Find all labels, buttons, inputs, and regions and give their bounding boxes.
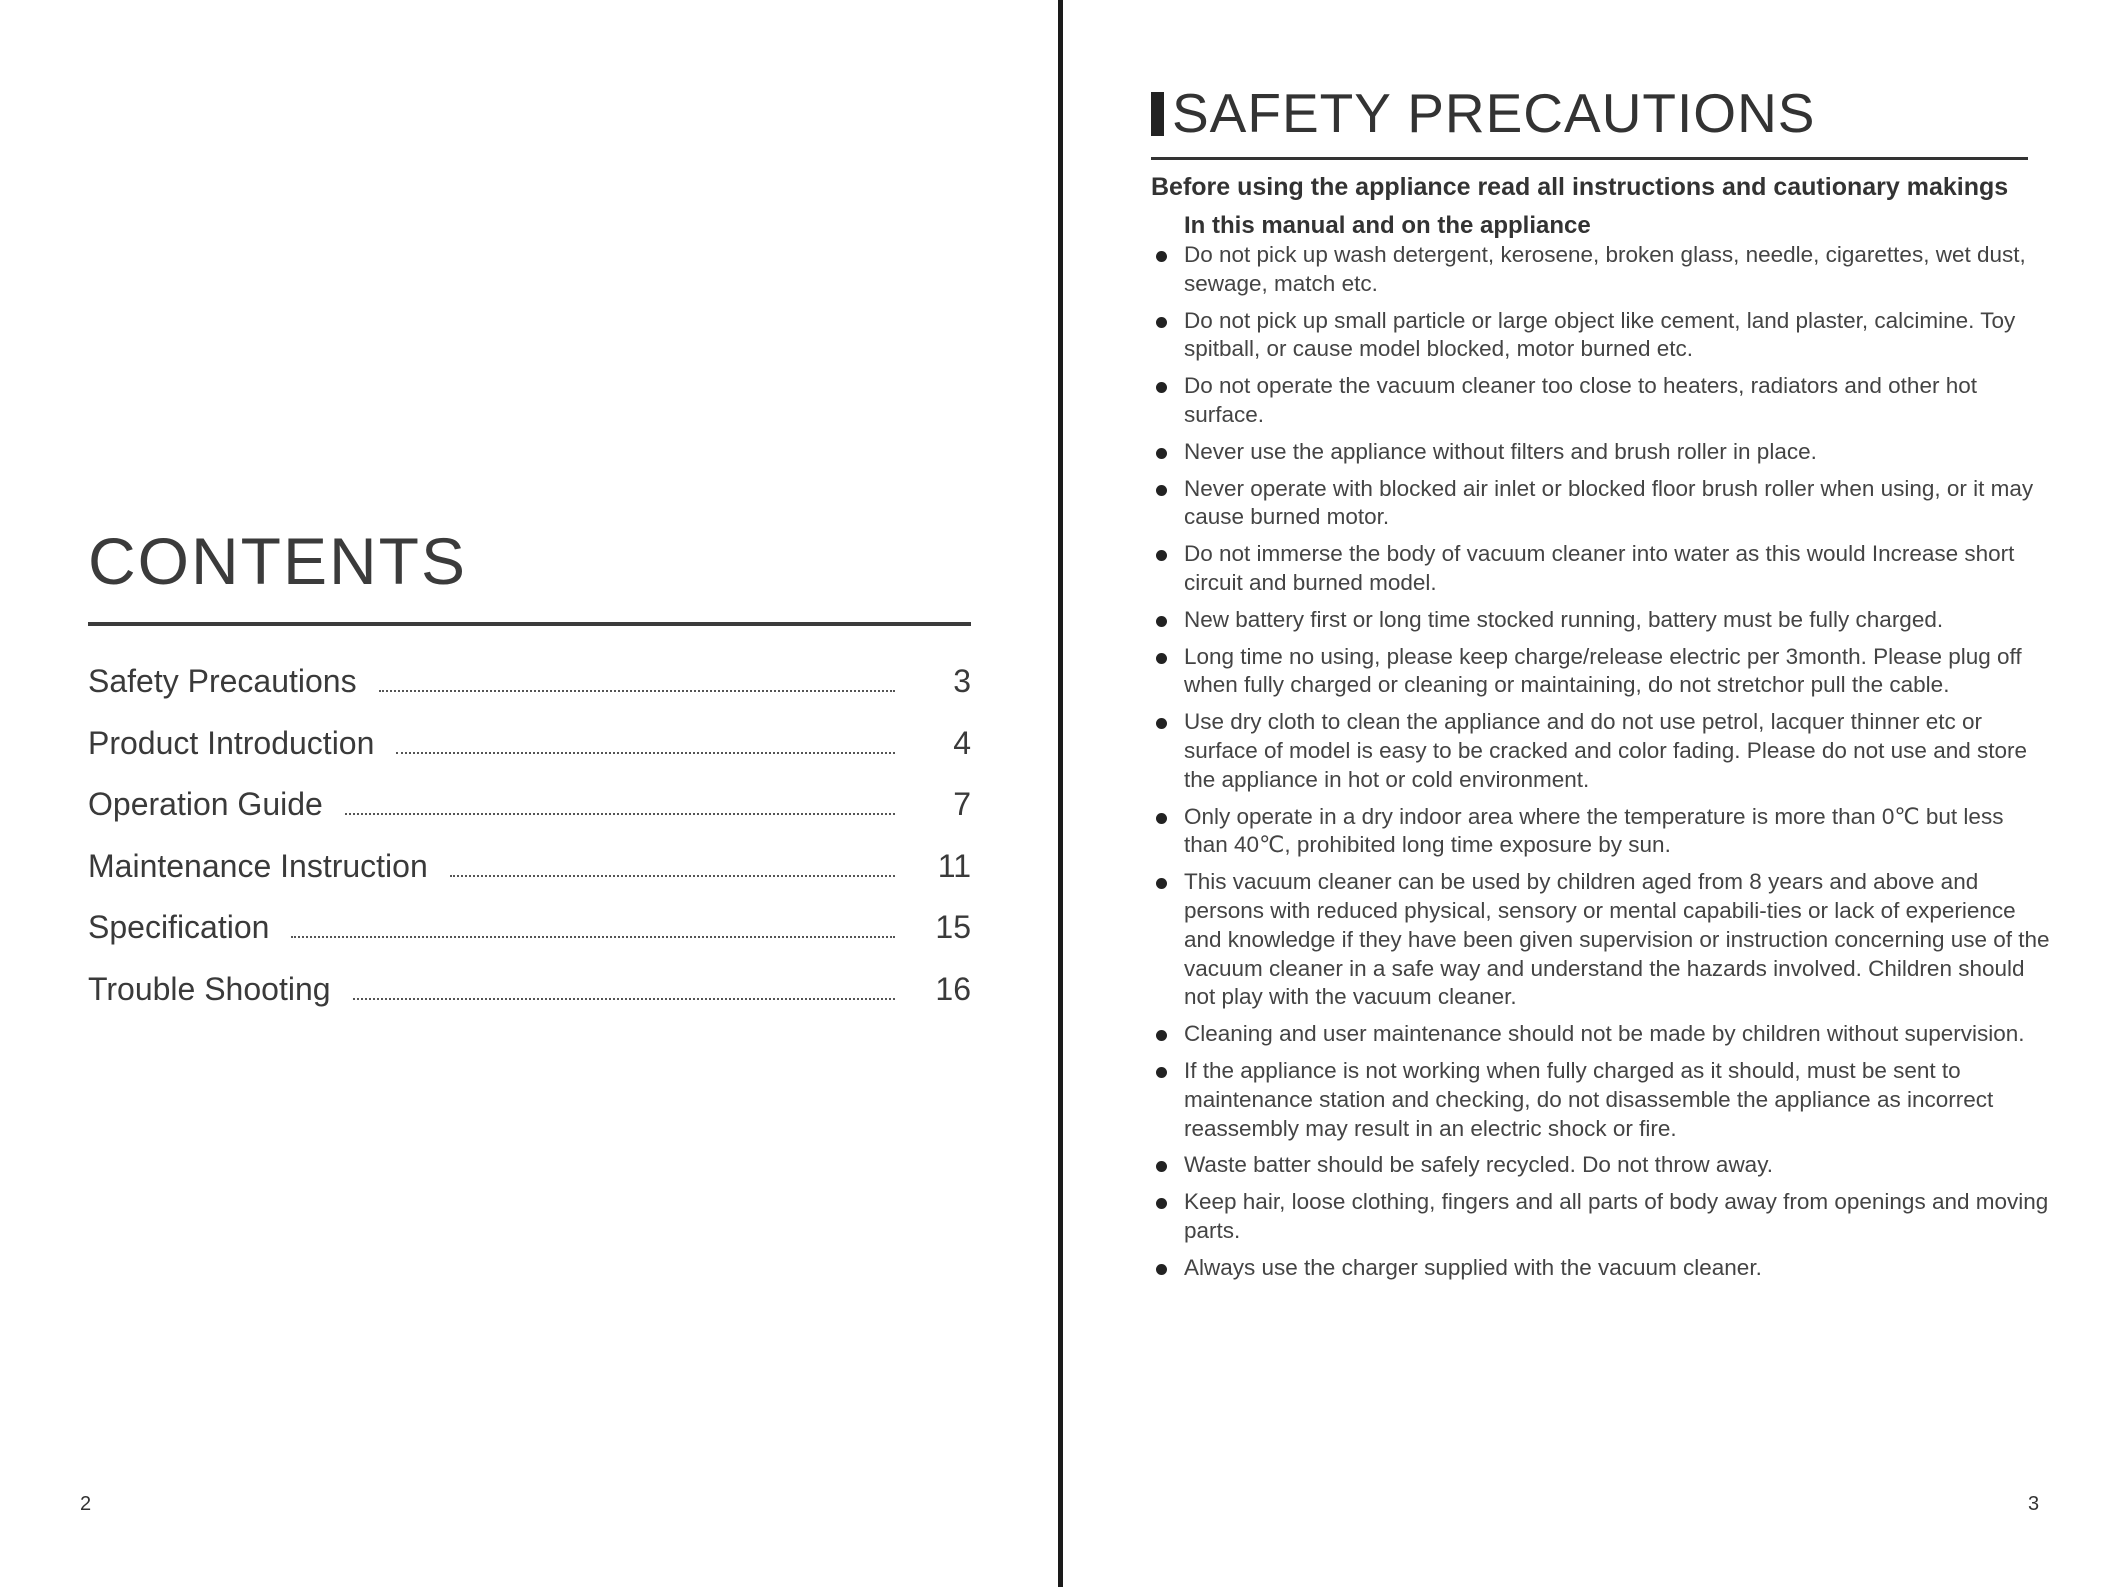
list-item-text: Do not pick up wash detergent, kerosene, broken glass, needle, cigarettes, wet dust, sewage, match etc. bbox=[1184, 242, 2026, 296]
toc-entry-title: Safety Precautions bbox=[88, 663, 357, 699]
list-item bbox=[1151, 475, 2051, 533]
toc-leader-dots bbox=[353, 998, 895, 1000]
list-item bbox=[1151, 1057, 2051, 1143]
list-item-text: Never operate with blocked air inlet or blocked floor brush roller when using, or it may cause burned motor. bbox=[1184, 475, 2034, 530]
bullet-icon bbox=[1156, 448, 1167, 459]
list-item bbox=[1151, 307, 2051, 365]
list-item bbox=[1151, 803, 2051, 861]
contents-title: CONTENTS bbox=[88, 524, 467, 598]
bullet-icon bbox=[1156, 653, 1167, 664]
page-number: 2 bbox=[80, 1493, 92, 1515]
toc-entry-title: Specification bbox=[88, 909, 270, 945]
list-item bbox=[1151, 606, 2051, 635]
toc-leader-dots bbox=[291, 936, 895, 938]
intro-text-continued: In this manual and on the appliance bbox=[1184, 212, 1591, 239]
intro-text: Before using the appliance read all instructions and cautionary makings bbox=[1151, 173, 2009, 201]
list-item-text: Do not pick up small particle or large object like cement, land plaster, calcimine. Toy spitball, or cause model blocked, motor burned etc. bbox=[1184, 307, 2016, 362]
toc-entry-page: 15 bbox=[935, 909, 971, 945]
left-page bbox=[0, 0, 1058, 1587]
toc-entry-page: 11 bbox=[937, 847, 971, 884]
bullet-icon bbox=[1156, 550, 1167, 561]
toc-entry[interactable] bbox=[88, 848, 971, 910]
toc-leader-dots bbox=[450, 875, 895, 877]
list-item bbox=[1151, 372, 2051, 430]
toc-entry[interactable] bbox=[88, 786, 971, 848]
list-item-text: If the appliance is not working when fully charged as it should, must be sent to maintenance station and checking, do not disassemble the appliance as incorrect reassembly may result in an electric shock or fire. bbox=[1184, 1057, 1994, 1141]
bullet-icon bbox=[1156, 485, 1167, 496]
toc-entry[interactable] bbox=[88, 725, 971, 787]
toc-entry[interactable] bbox=[88, 909, 971, 971]
bullet-icon bbox=[1156, 317, 1167, 328]
list-item-text: This vacuum cleaner can be used by children aged from 8 years and above and persons with reduced physical, sensory or mental capabili-ties or lack of experience and knowledge if they have been given supervision or instruction concerning use of the vacuum cleaner in a safe way and understand the hazards involved. Children should not play with the vacuum cleaner. bbox=[1184, 869, 2050, 1010]
bullet-icon bbox=[1156, 878, 1167, 889]
list-item bbox=[1151, 540, 2051, 598]
list-item-text: Only operate in a dry indoor area where the temperature is more than 0℃ but less than 40℃, prohibited long time exposure by sun. bbox=[1184, 803, 2004, 858]
bullet-icon bbox=[1156, 1161, 1167, 1172]
toc-entry-page: 4 bbox=[953, 724, 971, 761]
list-item-text: Long time no using, please keep charge/release electric per 3month. Please plug off when fully charged or cleaning or maintaining, do not stretchor pull the cable. bbox=[1184, 643, 2022, 698]
toc-entry-title: Product Introduction bbox=[88, 724, 375, 761]
list-item-text: Do not operate the vacuum cleaner too close to heaters, radiators and other hot surface. bbox=[1184, 373, 1977, 427]
bullet-icon bbox=[1156, 718, 1167, 729]
section-header bbox=[1151, 82, 1816, 144]
list-item bbox=[1151, 1020, 2051, 1049]
toc-leader-dots bbox=[379, 690, 895, 692]
list-item-text: Do not immerse the body of vacuum cleaner into water as this would Increase short circuit and burned model. bbox=[1184, 541, 2015, 595]
list-item bbox=[1151, 1188, 2051, 1246]
toc-entry[interactable] bbox=[88, 971, 971, 1033]
toc-entry[interactable] bbox=[88, 663, 971, 725]
bullet-icon bbox=[1156, 251, 1167, 262]
toc-leader-dots bbox=[396, 752, 895, 754]
toc-entry-title: Trouble Shooting bbox=[88, 970, 331, 1007]
bullet-icon bbox=[1156, 1264, 1167, 1275]
right-page bbox=[1063, 0, 2117, 1587]
bullet-icon bbox=[1156, 813, 1167, 824]
list-item-text: Use dry cloth to clean the appliance and do not use petrol, lacquer thinner etc or surface of model is easy to be cracked and color fading. Please do not use and store the appliance in hot or cold environment. bbox=[1184, 709, 2028, 792]
list-item bbox=[1151, 1254, 2051, 1283]
contents-divider bbox=[88, 622, 971, 626]
list-item-text: Keep hair, loose clothing, fingers and all parts of body away from openings and moving parts. bbox=[1184, 1189, 2049, 1243]
list-item-text: Waste batter should be safely recycled. Do not throw away. bbox=[1184, 1152, 1774, 1178]
toc-entry-title: Operation Guide bbox=[88, 786, 323, 822]
section-title: SAFETY PRECAUTIONS bbox=[1172, 82, 1816, 144]
toc-leader-dots bbox=[345, 813, 895, 815]
list-item bbox=[1151, 868, 2051, 1012]
title-marker-bar bbox=[1151, 92, 1164, 136]
toc-entry-title: Maintenance Instruction bbox=[88, 847, 428, 884]
list-item bbox=[1151, 438, 2051, 467]
bullet-icon bbox=[1156, 616, 1167, 627]
table-of-contents bbox=[88, 663, 971, 1032]
list-item bbox=[1151, 643, 2051, 701]
page-number: 3 bbox=[2028, 1493, 2040, 1515]
list-item bbox=[1151, 708, 2051, 794]
list-item bbox=[1151, 241, 2051, 299]
list-item bbox=[1151, 1151, 2051, 1180]
toc-entry-page: 16 bbox=[935, 970, 971, 1007]
bullet-icon bbox=[1156, 1198, 1167, 1209]
list-item-text: Cleaning and user maintenance should not be made by children without supervision. bbox=[1184, 1021, 2025, 1047]
toc-entry-page: 3 bbox=[953, 663, 971, 699]
bullet-icon bbox=[1156, 1067, 1167, 1078]
list-item-text: New battery first or long time stocked running, battery must be fully charged. bbox=[1184, 606, 1944, 632]
list-item-text: Never use the appliance without filters and brush roller in place. bbox=[1184, 438, 1817, 464]
precautions-list bbox=[1151, 241, 2051, 1291]
bullet-icon bbox=[1156, 382, 1167, 393]
bullet-icon bbox=[1156, 1030, 1167, 1041]
toc-entry-page: 7 bbox=[953, 786, 971, 822]
title-divider bbox=[1151, 157, 2028, 160]
list-item-text: Always use the charger supplied with the vacuum cleaner. bbox=[1184, 1254, 1762, 1280]
